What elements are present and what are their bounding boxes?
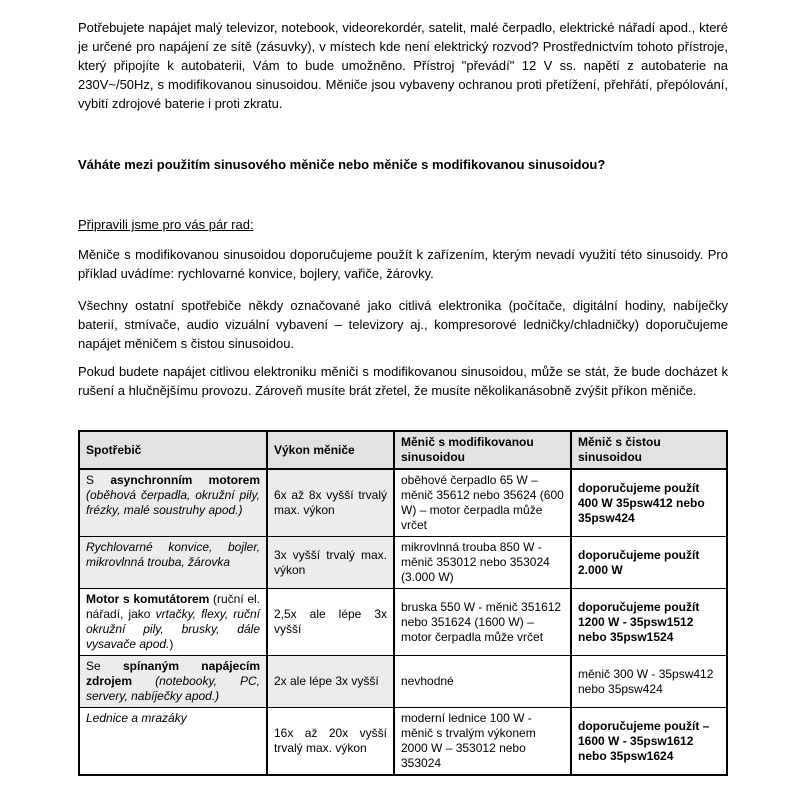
table-cell-text: nevhodné xyxy=(401,674,454,688)
table-cell xyxy=(267,656,394,708)
table-cell xyxy=(394,656,571,708)
table-cell xyxy=(394,708,571,776)
intro-paragraph: Potřebujete napájet malý televizor, notebook, videorekordér, satelit, malé čerpadlo, elektrické nářadí apod., které je určené pro napájení ze sítě (zásuvky), v místech kde není elektrický rozvod? Prostřednictvím tohoto přístroje, který připojíte k autobaterii, Vám to bude umožněno. Přístroj "převádí" 12 V ss. napětí z autobaterie na 230V~/50Hz, s modifikovanou sinusoidou. Měniče jsou vybaveny ochranou proti přetížení, přehřátí, přepólování, vybití zdrojové baterie i proti zkratu. xyxy=(78,20,728,111)
column-header-spotrebic: Spotřebič xyxy=(79,431,267,469)
table-cell xyxy=(394,589,571,656)
table-cell-text: doporučujeme použít 1200 W - 35psw1512 nebo 35psw1524 xyxy=(578,599,700,644)
table-cell-text: doporučujeme použít 2.000 W xyxy=(578,547,700,577)
table-cell xyxy=(79,656,267,708)
table-cell xyxy=(267,589,394,656)
table-cell xyxy=(571,656,727,708)
inverter-comparison-table xyxy=(78,430,728,776)
table-cell-text: vrtačky, flexy, ruční okružní pily, brusky, dále vysavače apod. xyxy=(86,607,260,651)
table-cell xyxy=(267,469,394,537)
table-cell-text: (ruční el. nářadí, jako xyxy=(86,592,260,621)
table-cell-text: 16x až 20x vyšší trvalý max. výkon xyxy=(274,726,387,755)
advice-paragraph-warning: Pokud budete napájet citlivou elektroniku měniči s modifikovanou sinusoidou, může se stát, že bude docházet k rušení a hlučnějšímu provozu. Zároveň musíte brát zřetel, že musíte několikanásobně zvýšit příkon měniče. xyxy=(78,364,728,398)
table-cell-text: Rychlovarné konvice, bojler, mikrovlnná trouba, žárovka xyxy=(86,540,260,569)
table-cell-text: 6x až 8x vyšší trvalý max. výkon xyxy=(274,488,387,517)
table-cell xyxy=(394,537,571,589)
table-cell xyxy=(571,589,727,656)
table-cell-text: měnič 300 W - 35psw412 nebo 35psw424 xyxy=(578,666,714,696)
table-cell-text: 2x ale lépe 3x vyšší xyxy=(274,674,379,688)
table-cell-text: S xyxy=(86,473,111,487)
column-header-menic-modifikovana-sinusoida: Měnič s modifikovanou sinusoidou xyxy=(394,431,571,469)
table-cell xyxy=(571,469,727,537)
table-cell-text: asynchronním motorem xyxy=(110,473,260,487)
table-cell-text: ) xyxy=(169,637,174,651)
table-cell-text: Motor s komutátorem xyxy=(86,592,210,606)
table-row xyxy=(79,708,727,776)
advice-heading: Připravili jsme pro vás pár rad: xyxy=(78,217,254,232)
table-row xyxy=(79,537,727,589)
advice-paragraph-pure-sine: Všechny ostatní spotřebiče někdy označované jako citlivá elektronika (počítače, digitální hodiny, nabíječky baterií, stmívače, audio vizuální vybavení – televizory aj., kompresorové ledničky/chladničky) doporučujeme napájet měničem s čistou sinusoidou. xyxy=(78,298,728,351)
table-cell xyxy=(79,589,267,656)
table-header-row xyxy=(79,431,727,469)
table-cell xyxy=(79,708,267,776)
table-cell xyxy=(79,537,267,589)
table-cell-text xyxy=(132,674,155,688)
table-cell xyxy=(571,537,727,589)
column-header-menic-cista-sinusoida: Měnič s čistou sinusoidou xyxy=(571,431,727,469)
table-cell xyxy=(394,469,571,537)
table-cell-text: mikrovlnná trouba 850 W - měnič 353012 nebo 353024 (3.000 W) xyxy=(401,540,550,584)
table-cell xyxy=(267,708,394,776)
table-row xyxy=(79,469,727,537)
table-row xyxy=(79,656,727,708)
table-cell-text: Se xyxy=(86,659,123,673)
table-cell-text: bruska 550 W - měnič 351612 nebo 351624 (1600 W) – motor čerpadla může vrčet xyxy=(401,599,562,644)
table-cell-text: Lednice a mrazáky xyxy=(86,711,187,725)
column-header-vykon-menice: Výkon měniče xyxy=(267,431,394,469)
table-cell-text: spínaným napájecím zdrojem xyxy=(86,659,260,688)
table-cell-text: 2,5x ale lépe 3x vyšší xyxy=(274,607,387,636)
table-cell xyxy=(571,708,727,776)
question-heading: Váháte mezi použitím sinusového měniče nebo měniče s modifikovanou sinusoidou? xyxy=(78,157,606,172)
advice-paragraph-modified-sine: Měniče s modifikovanou sinusoidou doporučujeme použít k zařízením, kterým nevadí využití této sinusoidy. Pro příklad uvádíme: rychlovarné konvice, bojlery, vařiče, žárovky. xyxy=(78,247,728,281)
table-cell xyxy=(267,537,394,589)
table-cell-text: moderní lednice 100 W - měnič s trvalým výkonem 2000 W – 353012 nebo 353024 xyxy=(401,711,536,770)
table-cell-text: 3x vyšší trvalý max. výkon xyxy=(274,547,387,577)
table-cell-text: doporučujeme použít – 1600 W - 35psw1612 nebo 35psw1624 xyxy=(578,718,710,763)
table-cell-text: doporučujeme použít 400 W 35psw412 nebo 35psw424 xyxy=(578,480,705,525)
table-cell-text: (oběhová čerpadla, okružní pily, frézky, malé soustruhy apod.) xyxy=(86,488,260,517)
table-cell xyxy=(79,469,267,537)
table-cell-text: oběhové čerpadlo 65 W – měnič 35612 nebo 35624 (600 W) – motor čerpadla může vrčet xyxy=(401,473,564,532)
table-row xyxy=(79,589,727,656)
table-cell-text: (notebooky, PC, servery, nabíječky apod.) xyxy=(86,674,260,703)
